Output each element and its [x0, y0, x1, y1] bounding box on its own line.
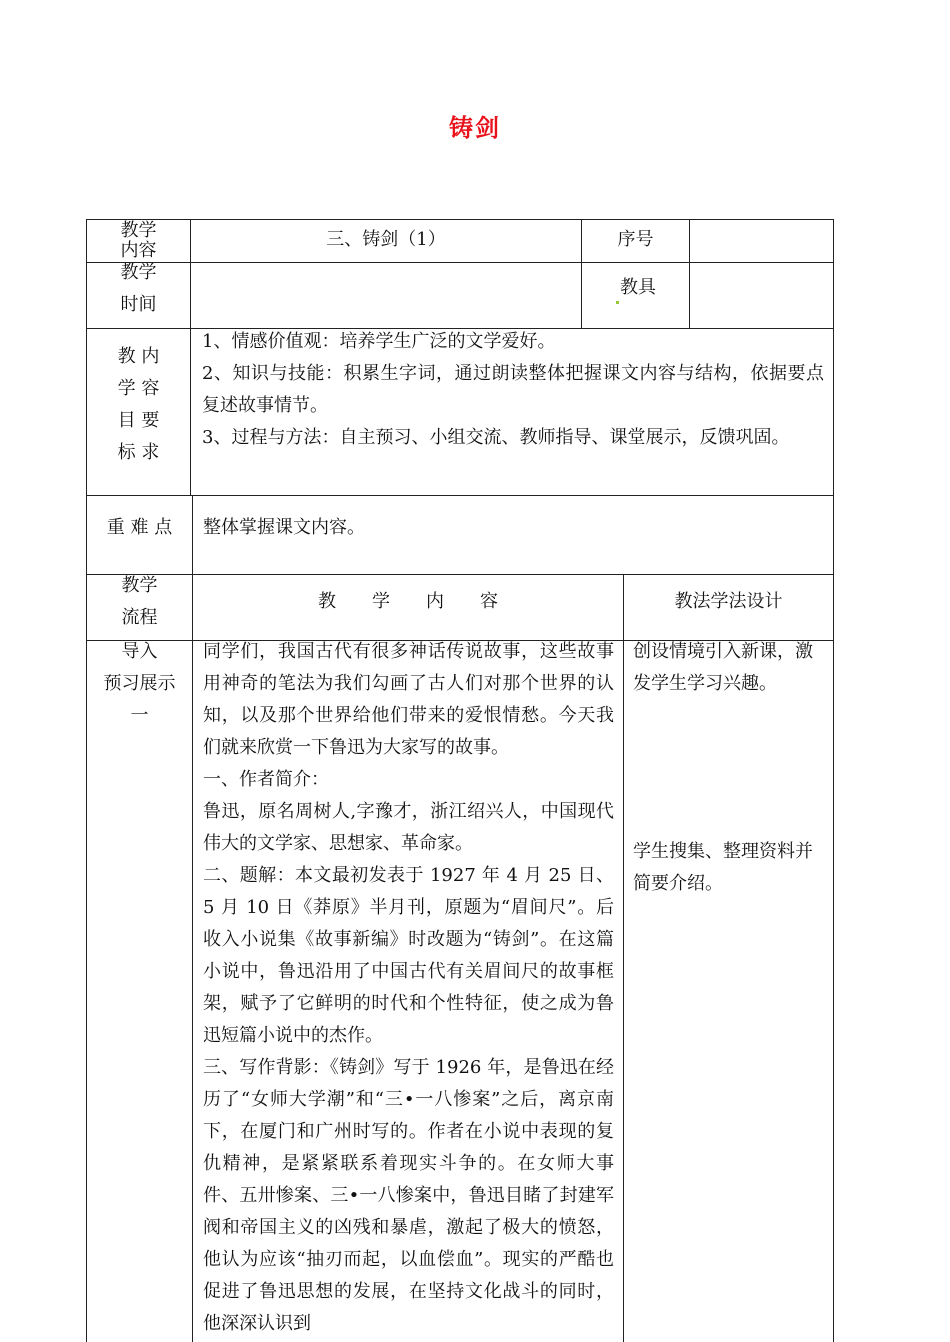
- objective-item: 1、情感价值观：培养学生广泛的文学爱好。: [202, 331, 556, 352]
- marker-dot: [616, 301, 619, 304]
- content-column-header: 教 学 内 容: [318, 591, 498, 612]
- content-paragraph: 一、作者简介：: [203, 769, 329, 790]
- teaching-tools-label: 教具: [582, 272, 689, 304]
- sequence-label: 序号: [617, 229, 654, 250]
- row-label-teaching-time: 教学 时间: [120, 262, 157, 315]
- process-step-label: 导入 预习展示 一: [103, 641, 176, 726]
- method-note: 学生搜集、整理资料并简要介绍。: [633, 841, 813, 894]
- content-paragraph: 二、题解：本文最初发表于 1927 年 4 月 25 日、5 月 10 日《莽原》半月刊，原题为“眉间尺”。后收入小说集《故事新编》时改题为“铸剑”。在这篇小说中，鲁迅沿用了中国古代有关眉间尺的故事框架，赋予了它鲜明的时代和个性特征，使之成为鲁迅短篇小说中的杰作。: [203, 865, 614, 1046]
- content-paragraph: 同学们，我国古代有很多神话传说故事，这些故事用神奇的笔法为我们勾画了古人们对那个世界的认知，以及那个世界给他们带来的爱恨情愁。今天我们就来欣赏一下鲁迅为大家写的故事。: [203, 641, 614, 758]
- method-column-header: 教法学法设计: [674, 591, 783, 612]
- method-note: 创设情境引入新课，激发学生学习兴趣。: [633, 641, 813, 694]
- objectives-content: [202, 326, 824, 454]
- row-label-teaching-content: 教学 内容: [120, 220, 157, 261]
- key-points-content: 整体掌握课文内容。: [203, 517, 365, 538]
- process-content: [203, 636, 614, 1340]
- content-paragraph: 三、写作背影：《铸剑》写于 1926 年，是鲁迅在经历了“女师大学潮”和“三•一八惨案”之后，离京南下，在厦门和广州时写的。作者在小说中表现的复仇精神，是紧紧联系着现实斗争的。在女师大事件、五卅惨案、三•一八惨案中，鲁迅目睹了封建军阀和帝国主义的凶残和暴虐，激起了极大的愤怒，他认为应该“抽刃而起，以血偿血”。现实的严酷也促进了鲁迅思想的发展，在坚持文化战斗的同时，他深深认识到: [203, 1057, 614, 1334]
- objective-item: 3、过程与方法：自主预习、小组交流、教师指导、课堂展示，反馈巩固。: [202, 427, 790, 448]
- document-title: 铸剑: [449, 114, 501, 142]
- row-label-objectives: 教 内 学 容 目 要 标 求: [117, 346, 160, 463]
- row-label-teaching-process: 教学 流程: [121, 575, 158, 628]
- row-label-key-points: 重 难 点: [106, 517, 173, 538]
- content-paragraph: 鲁迅，原名周树人,字豫才，浙江绍兴人，中国现代伟大的文学家、思想家、革命家。: [203, 801, 614, 854]
- objective-item: 2、知识与技能：积累生字词，通过朗读整体把握课文内容与结构，依据要点复述故事情节。: [202, 363, 824, 416]
- lesson-title-cell: 三、铸剑（1）: [326, 229, 446, 250]
